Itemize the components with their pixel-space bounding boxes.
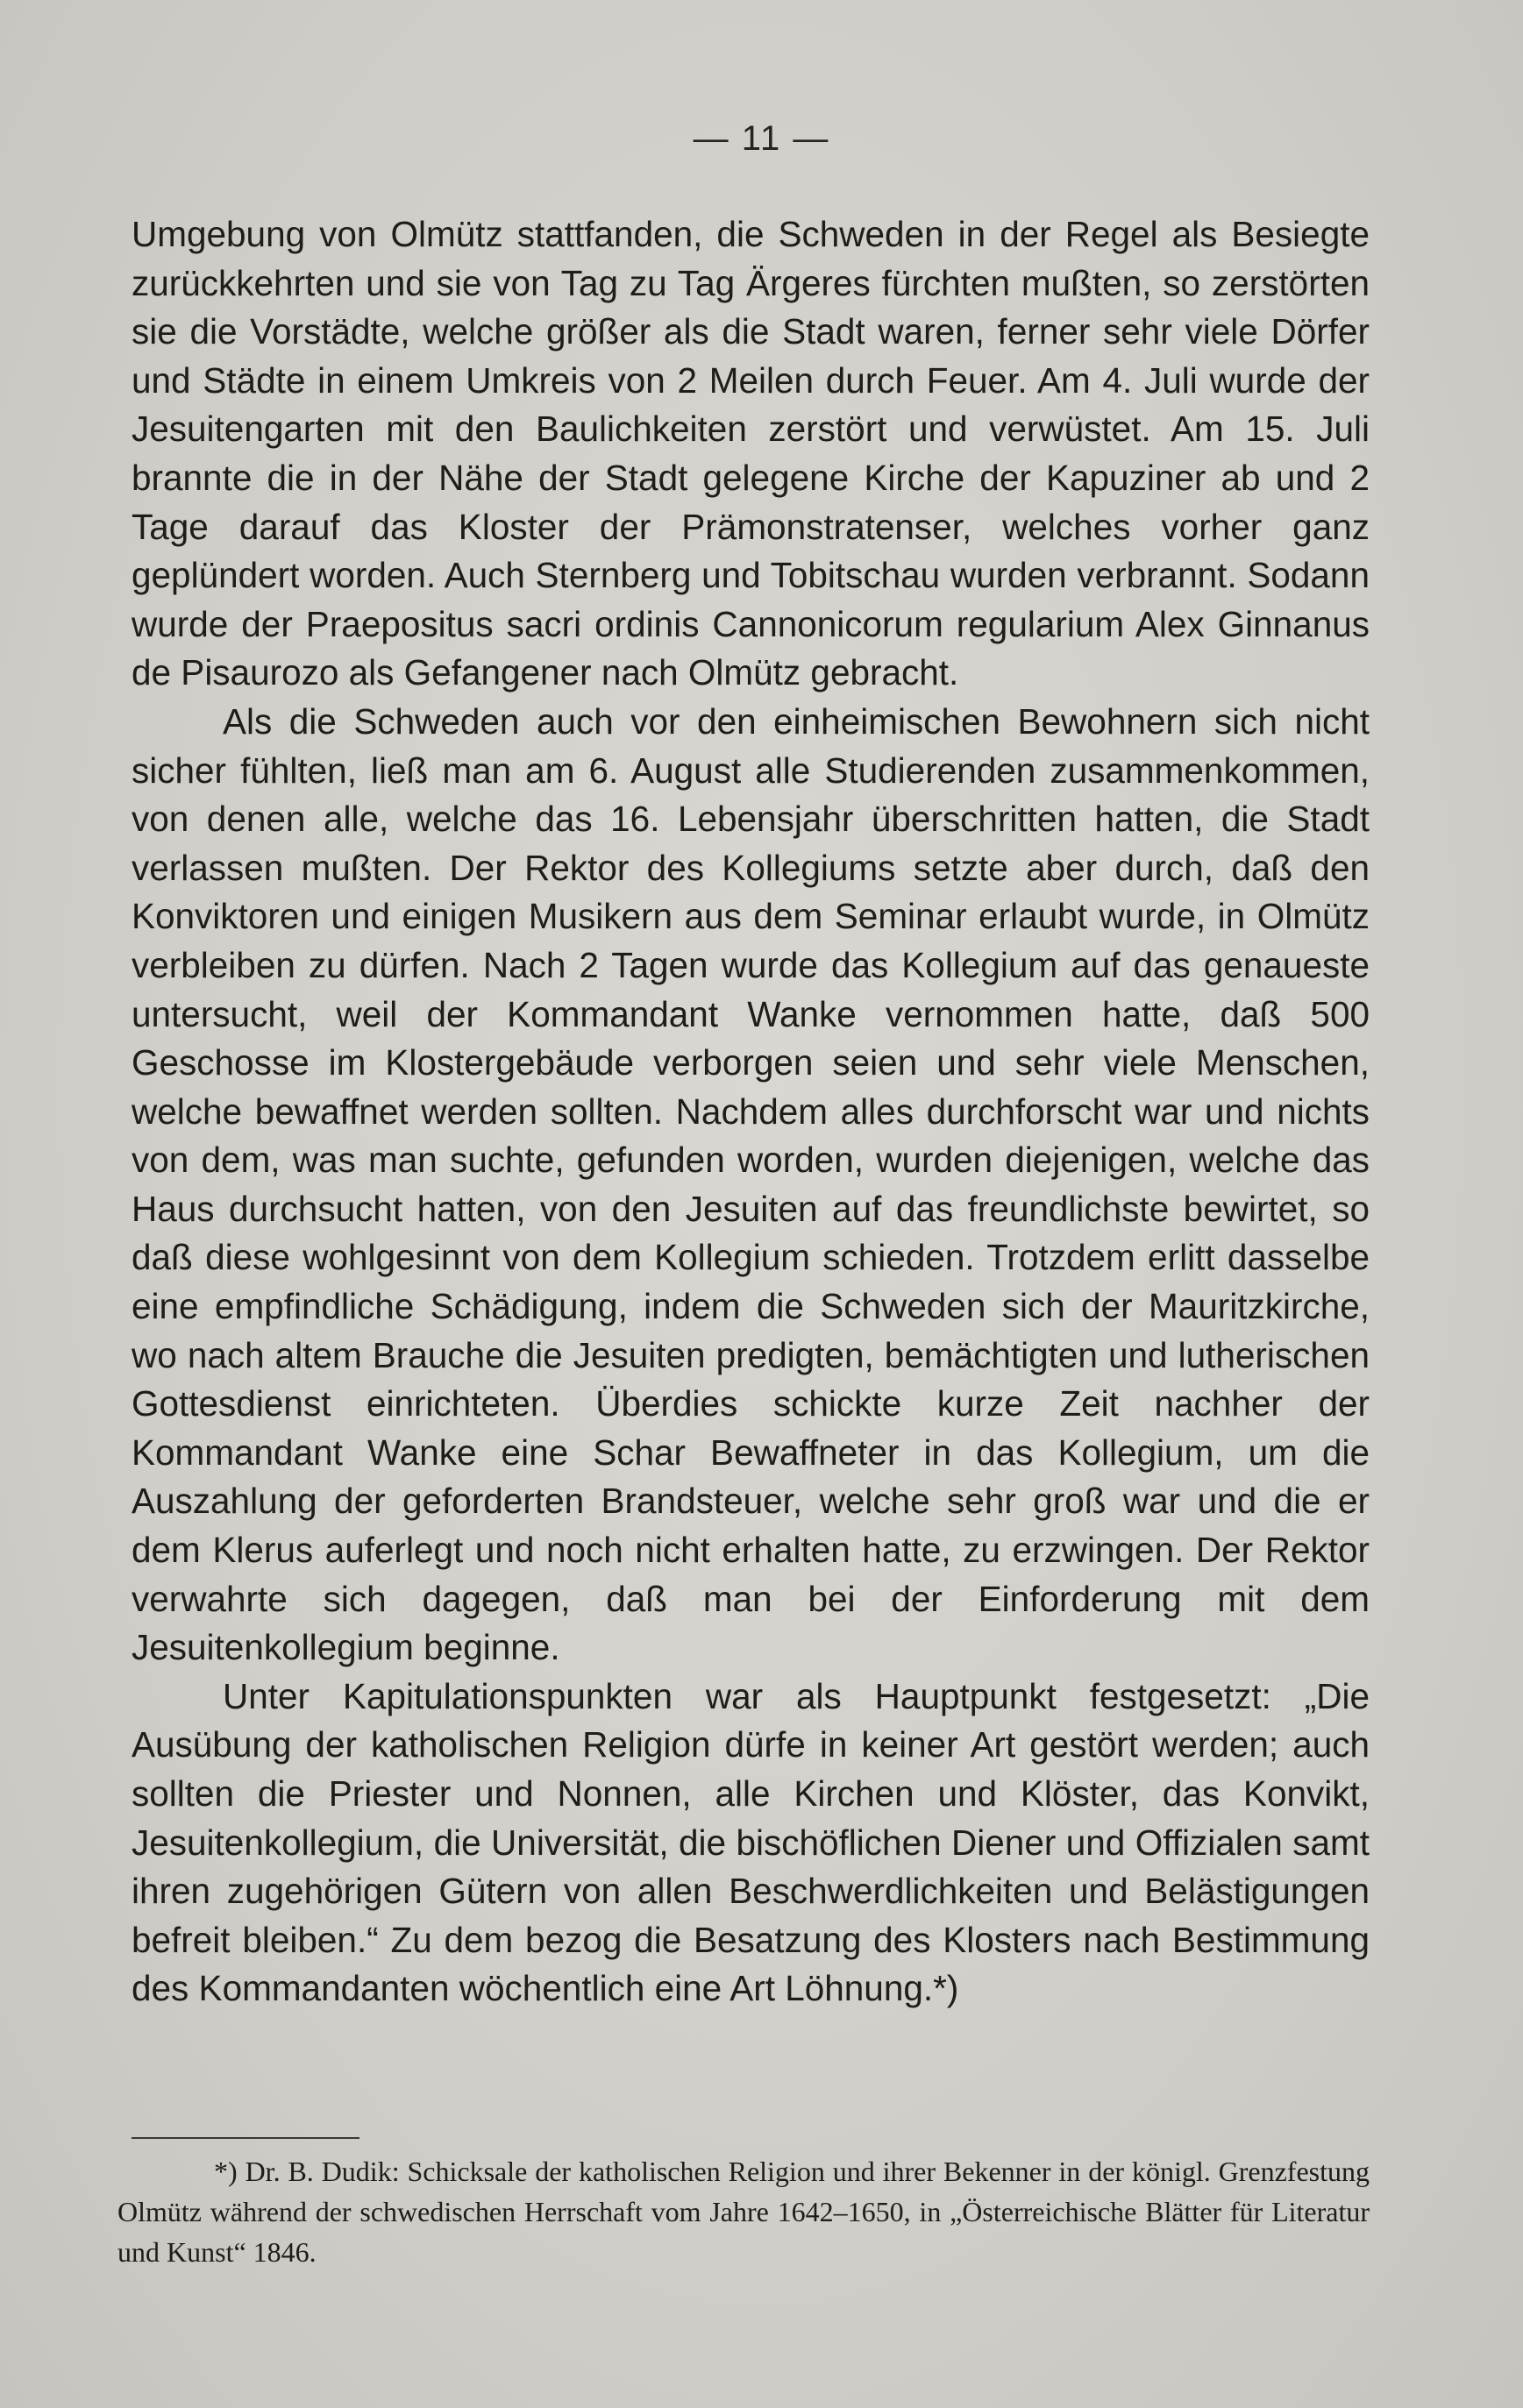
main-text: [132, 210, 1370, 2014]
paragraph-3: Unter Kapitulationspunkten war als Hauptpunkt festgesetzt: „Die Ausübung der katholischen Religion dürfe in keiner Art gestört werden; auch sollten die Priester und Nonnen, alle Kirchen und Klöster, das Konvikt, Jesuitenkollegium, die Universität, die bischöflichen Diener und Offizialen samt ihren zugehörigen Gütern von allen Beschwerdlichkeiten und Belästigungen befreit bleiben.“ Zu dem bezog die Besatzung des Klosters nach Bestimmung des Kommandanten wöchentlich eine Art Löhnung.*): [132, 1675, 1370, 2009]
footnote: [117, 2151, 1370, 2272]
page-number: — 11 —: [693, 119, 830, 158]
paragraph-2: Als die Schweden auch vor den einheimischen Bewohnern sich nicht sicher fühlten, ließ man am 6. August alle Studierenden zusammenkommen, von denen alle, welche das 16. Lebensjahr überschritten hatten, die Stadt verlassen mußten. Der Rektor des Kollegiums setzte aber durch, daß den Konviktoren und einigen Musikern aus dem Seminar erlaubt wurde, in Olmütz verbleiben zu dürfen. Nach 2 Tagen wurde das Kollegium auf das genaueste untersucht, weil der Kommandant Wanke vernommen hatte, daß 500 Geschosse im Klostergebäude verborgen seien und sehr viele Menschen, welche bewaffnet werden sollten. Nachdem alles durchforscht war und nichts von dem, was man suchte, gefunden worden, wurden diejenigen, welche das Haus durchsucht hatten, von den Jesuiten auf das freundlichste bewirtet, so daß diese wohlgesinnt von dem Kollegium schieden. Trotzdem erlitt dasselbe eine empfindliche Schädigung, indem die Schweden sich der Mauritzkirche, wo nach altem Brauche die Jesuiten predigten, bemächtigten und lutherischen Gottesdienst einrichteten. Überdies schickte kurze Zeit nachher der Kommandant Wanke eine Schar Bewaffneter in das Kollegium, um die Auszahlung der geforderten Brandsteuer, welche sehr groß war und die er dem Klerus auferlegt und noch nicht erhalten hatte, zu erzwingen. Der Rektor verwahrte sich dagegen, daß man bei der Einforderung mit dem Jesuitenkollegium beginne.: [132, 700, 1370, 1668]
paragraph-1: Umgebung von Olmütz stattfanden, die Schweden in der Regel als Besiegte zurückkehrten und sie von Tag zu Tag Ärgeres fürchten mußten, so zerstörten sie die Vorstädte, welche größer als die Stadt waren, ferner sehr viele Dörfer und Städte in einem Umkreis von 2 Meilen durch Feuer. Am 4. Juli wurde der Jesuitengarten mit den Baulichkeiten zerstört und verwüstet. Am 15. Juli brannte die in der Nähe der Stadt gelegene Kirche der Kapuziner ab und 2 Tage darauf das Kloster der Prämonstratenser, welches vorher ganz geplündert worden. Auch Sternberg und Tobitschau wurden verbrannt. Sodann wurde der Praepositus sacri ordinis Cannonicorum regularium Alex Ginnanus de Pisaurozo als Gefangener nach Olmütz gebracht.: [132, 214, 1370, 693]
footnote-marker: *): [214, 2156, 238, 2187]
footnote-divider: [132, 2137, 359, 2139]
footnote-text: Dr. B. Dudik: Schicksale der katholischen Religion und ihrer Bekenner in der königl. Grenzfestung Olmütz während der schwedischen Herrschaft vom Jahre 1642–1650, in „Österreichische Blätter für Literatur und Kunst“ 1846.: [117, 2156, 1370, 2268]
